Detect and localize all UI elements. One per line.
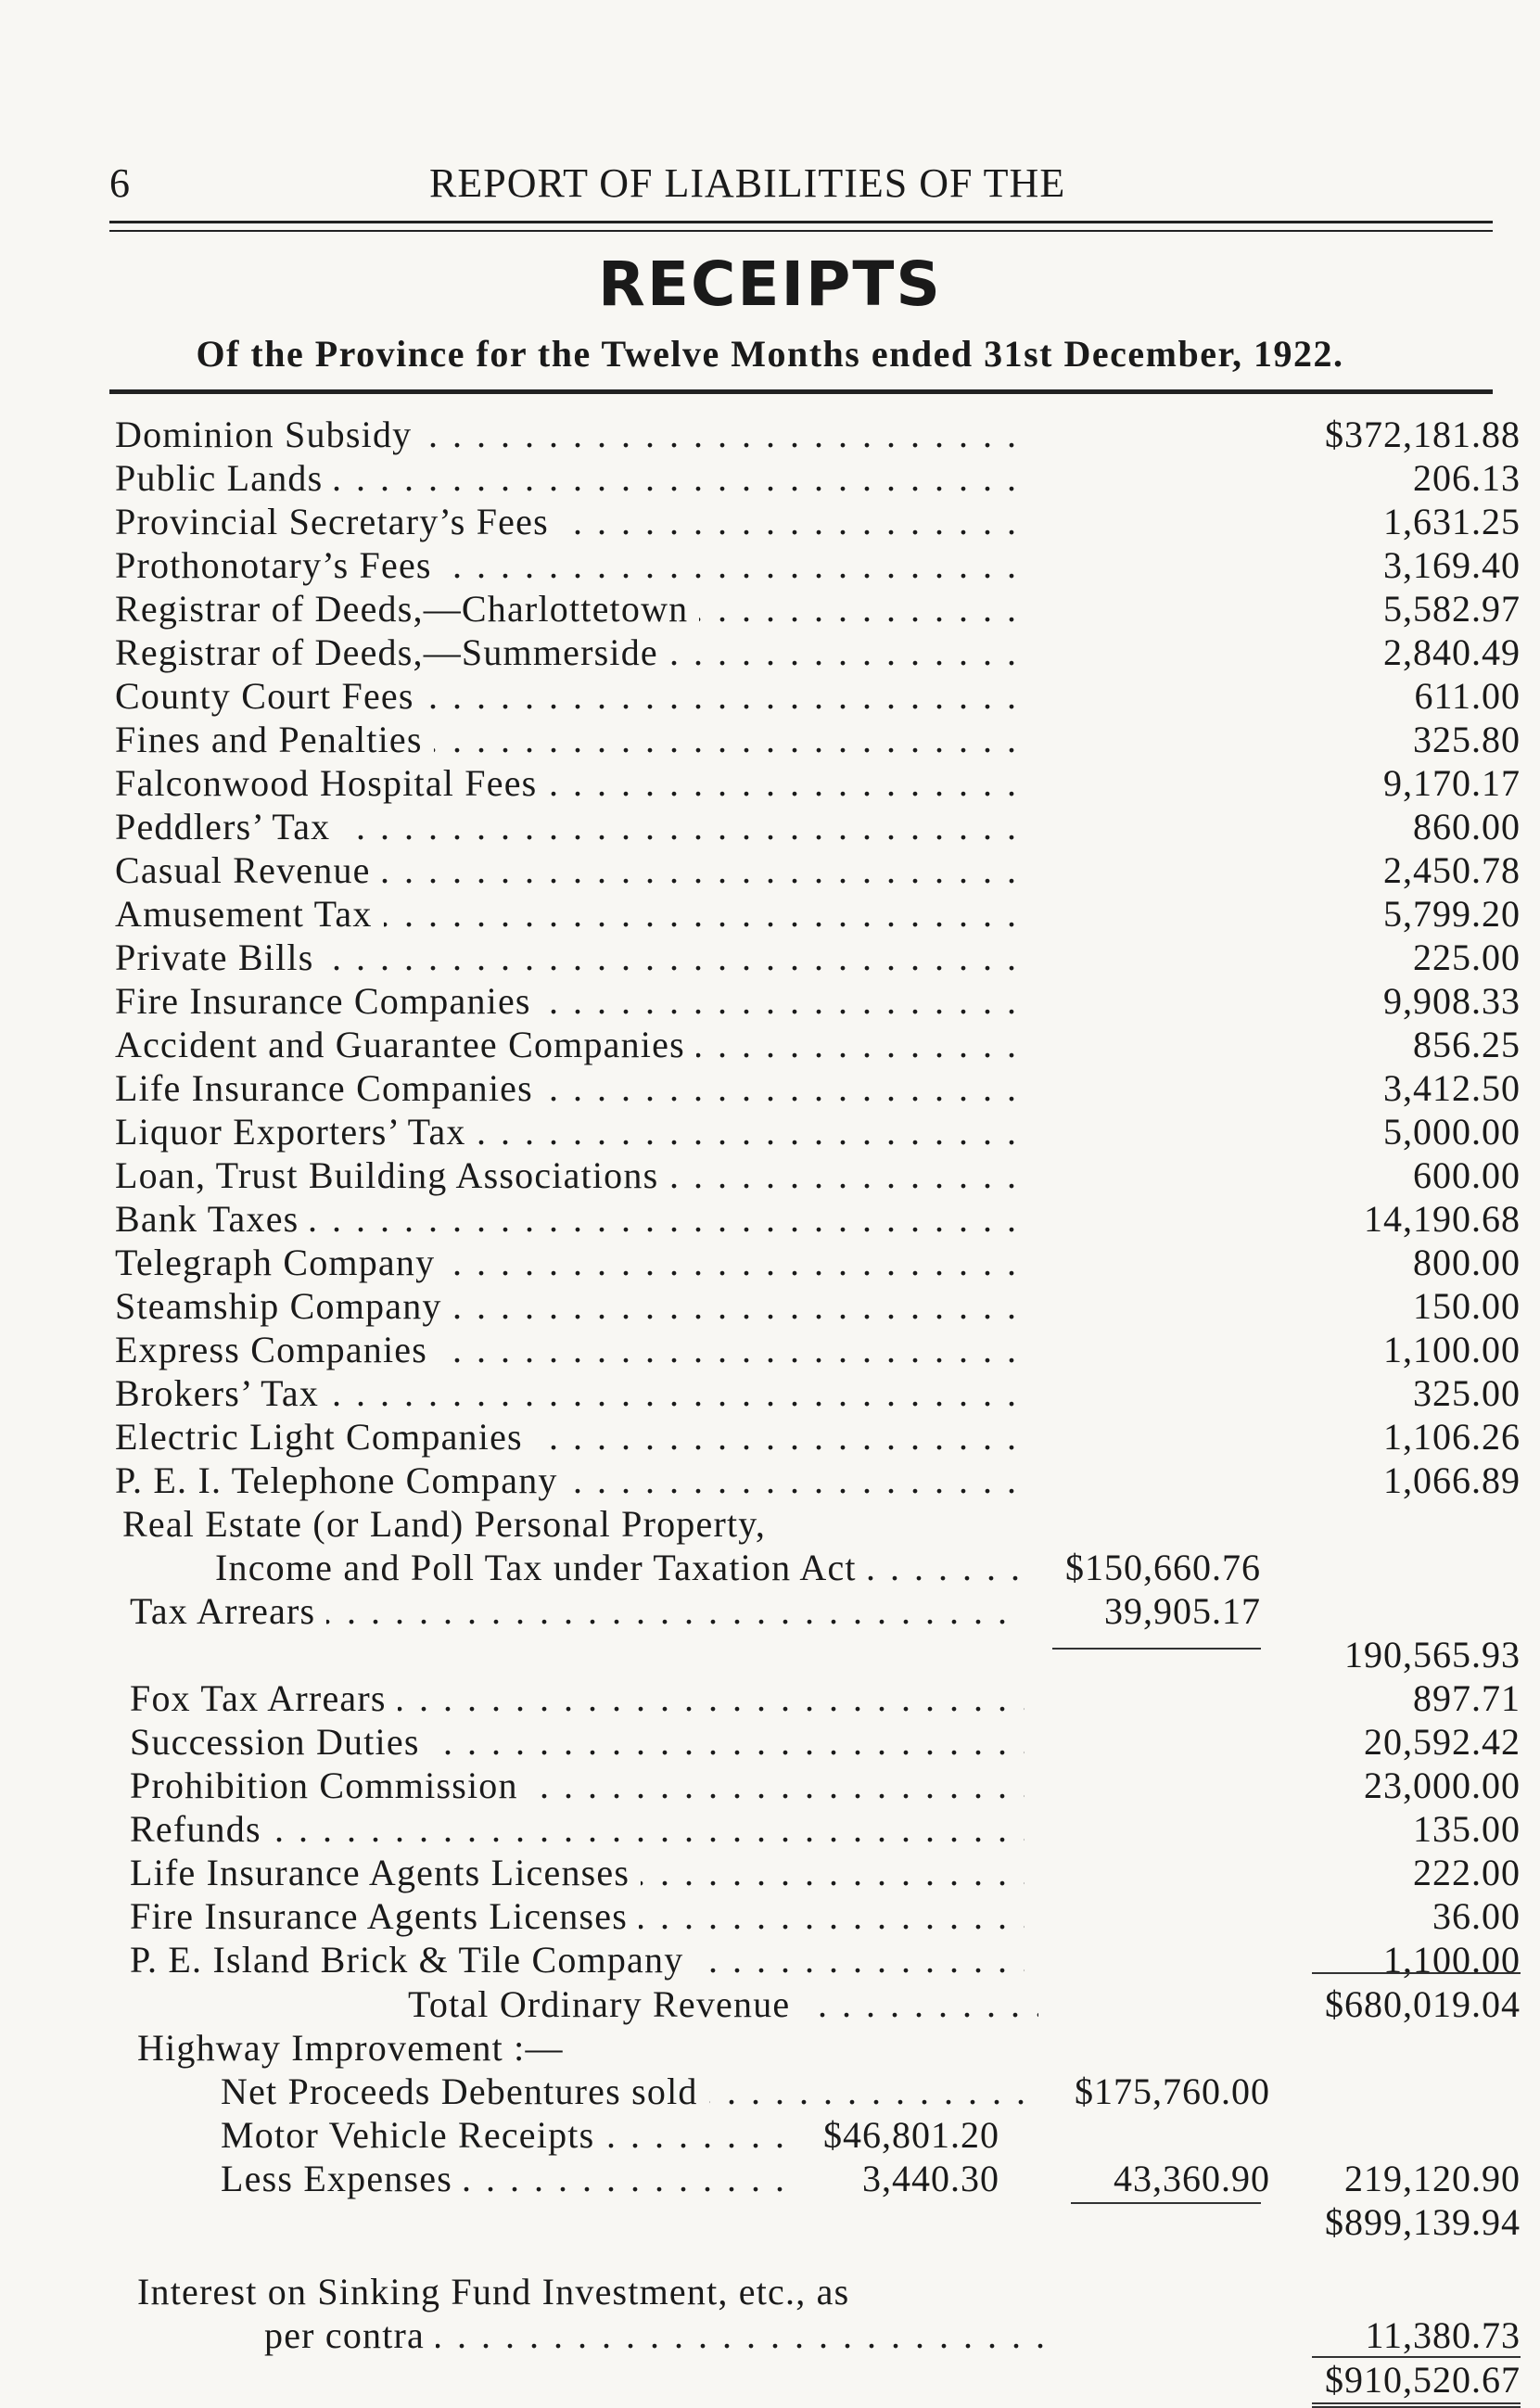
- table-row: [0, 1938, 1540, 1981]
- row-amount: 206.13: [1413, 457, 1521, 499]
- expenses-label: Less Expenses . . .: [221, 2157, 795, 2200]
- real-estate-subtotal-row: [0, 1633, 1540, 1676]
- row-amount: 5,000.00: [1383, 1111, 1521, 1153]
- row-amount: 36.00: [1432, 1895, 1521, 1937]
- row-label: Registrar of Deeds,—Charlottetown . . .: [115, 587, 1025, 631]
- highway-heading-row: [0, 2026, 1540, 2070]
- table-row: [0, 1459, 1540, 1502]
- page-header: [109, 159, 1493, 215]
- table-row: [0, 1197, 1540, 1241]
- row-label: Provincial Secretary’s Fees . . .: [115, 500, 1025, 543]
- row-amount: 1,066.89: [1383, 1459, 1521, 1501]
- real-estate-label-2: Income and Poll Tax under Taxation Act . . .: [215, 1546, 1022, 1589]
- row-label: Life Insurance Companies . . .: [115, 1066, 1025, 1110]
- row-label: Falconwood Hospital Fees . . .: [115, 761, 1025, 805]
- running-total-row: [0, 2200, 1540, 2244]
- row-amount: 222.00: [1413, 1852, 1521, 1893]
- row-amount: 5,582.97: [1383, 588, 1521, 630]
- table-row: [0, 456, 1540, 500]
- row-amount: 23,000.00: [1364, 1765, 1521, 1806]
- table-row: [0, 718, 1540, 761]
- interest-label-2: per contra . . .: [264, 2313, 1043, 2357]
- row-label: Private Bills . . .: [115, 936, 1025, 979]
- highway-net-amount: 43,360.90: [1114, 2158, 1270, 2199]
- row-amount: 611.00: [1414, 675, 1521, 717]
- row-label: Fines and Penalties . . .: [115, 718, 1025, 761]
- page-number: 6: [109, 160, 131, 206]
- row-amount: 897.71: [1413, 1677, 1521, 1719]
- table-row: [0, 413, 1540, 456]
- motor-vehicle-label: Motor Vehicle Receipts . . .: [221, 2113, 795, 2157]
- row-amount: 225.00: [1413, 936, 1521, 978]
- row-label: Amusement Tax . . .: [115, 892, 1025, 936]
- row-label: Prothonotary’s Fees . . .: [115, 543, 1025, 587]
- table-row: [0, 936, 1540, 979]
- debentures-row: [0, 2070, 1540, 2113]
- real-estate-row-2: [0, 1546, 1540, 1589]
- highway-heading: Highway Improvement :—: [137, 2027, 564, 2069]
- table-row: [0, 1153, 1540, 1197]
- highway-total-amount: 219,120.90: [1344, 2158, 1521, 2199]
- row-amount: 1,631.25: [1383, 501, 1521, 542]
- row-label: Fox Tax Arrears . . .: [130, 1676, 1025, 1720]
- table-row: [0, 1371, 1540, 1415]
- row-label: Dominion Subsidy . . .: [115, 413, 1025, 456]
- table-row: [0, 892, 1540, 936]
- table-row: [0, 543, 1540, 587]
- motor-vehicle-row: [0, 2113, 1540, 2157]
- row-label: Peddlers’ Tax . . .: [115, 805, 1025, 848]
- row-label: Loan, Trust Building Associations . . .: [115, 1153, 1025, 1197]
- row-amount: 20,592.42: [1364, 1721, 1521, 1763]
- real-estate-amount: $150,660.76: [1065, 1547, 1261, 1588]
- expenses-amount: 3,440.30: [862, 2158, 999, 2199]
- grand-total-row: [0, 2358, 1540, 2402]
- total-ordinary-label: Total Ordinary Revenue . . .: [408, 1982, 1038, 2026]
- row-amount: 1,106.26: [1383, 1416, 1521, 1458]
- row-amount: $372,181.88: [1325, 414, 1521, 455]
- row-label: Registrar of Deeds,—Summerside . . .: [115, 631, 1025, 674]
- running-head: REPORT OF LIABILITIES OF THE: [429, 160, 1066, 206]
- table-row: [0, 848, 1540, 892]
- row-label: Accident and Guarantee Companies . . .: [115, 1023, 1025, 1066]
- table-row: [0, 1023, 1540, 1066]
- row-label: Bank Taxes . . .: [115, 1197, 1025, 1241]
- table-row: [0, 761, 1540, 805]
- row-label: Express Companies . . .: [115, 1328, 1025, 1371]
- row-amount: 3,169.40: [1383, 544, 1521, 586]
- row-label: Prohibition Commission . . .: [130, 1764, 1025, 1807]
- row-label: County Court Fees . . .: [115, 674, 1025, 718]
- page-title: RECEIPTS: [598, 248, 942, 320]
- header-rule: [109, 221, 1493, 232]
- interest-row-2: [0, 2313, 1540, 2357]
- row-amount: 3,412.50: [1383, 1067, 1521, 1109]
- row-label: P. E. Island Brick & Tile Company . . .: [130, 1938, 1025, 1981]
- row-label: Casual Revenue . . .: [115, 848, 1025, 892]
- table-row: [0, 631, 1540, 674]
- grand-total-double-rule: [1312, 2402, 1521, 2408]
- expenses-row: [0, 2157, 1540, 2200]
- table-row: [0, 1415, 1540, 1459]
- row-amount: 325.80: [1413, 719, 1521, 760]
- row-amount: 325.00: [1413, 1372, 1521, 1414]
- row-label: Public Lands . . .: [115, 456, 1025, 500]
- tax-arrears-label: Tax Arrears . . .: [130, 1589, 1020, 1633]
- row-amount: 800.00: [1413, 1242, 1521, 1283]
- real-estate-subtotal: 190,565.93: [1344, 1634, 1521, 1675]
- row-amount: 2,450.78: [1383, 849, 1521, 891]
- interest-label-1: Interest on Sinking Fund Investment, etc., as: [137, 2271, 850, 2312]
- interest-amount: 11,380.73: [1365, 2314, 1521, 2356]
- table-row: [0, 1851, 1540, 1894]
- table-row: [0, 1894, 1540, 1938]
- row-label: Fire Insurance Agents Licenses . . .: [130, 1894, 1025, 1938]
- tax-arrears-row: [0, 1589, 1540, 1633]
- row-label: Brokers’ Tax . . .: [115, 1371, 1025, 1415]
- table-row: [0, 1241, 1540, 1284]
- total-ordinary-amount: $680,019.04: [1325, 1983, 1521, 2025]
- table-row: [0, 1676, 1540, 1720]
- title-rule: [109, 389, 1493, 394]
- tax-arrears-amount: 39,905.17: [1104, 1590, 1261, 1632]
- motor-vehicle-amount: $46,801.20: [823, 2114, 999, 2156]
- row-amount: 150.00: [1413, 1285, 1521, 1327]
- row-amount: 14,190.68: [1364, 1198, 1521, 1240]
- table-row: [0, 1066, 1540, 1110]
- row-amount: 135.00: [1413, 1808, 1521, 1850]
- row-amount: 600.00: [1413, 1154, 1521, 1196]
- table-row: [0, 500, 1540, 543]
- row-amount: 1,100.00: [1383, 1329, 1521, 1370]
- page-subtitle: Of the Province for the Twelve Months ended 31st December, 1922.: [196, 333, 1344, 375]
- row-amount: 9,908.33: [1383, 980, 1521, 1022]
- table-row: [0, 1764, 1540, 1807]
- row-label: Telegraph Company . . .: [115, 1241, 1025, 1284]
- row-label: Succession Duties . . .: [130, 1720, 1025, 1764]
- row-label: Refunds . . .: [130, 1807, 1025, 1851]
- row-label: P. E. I. Telephone Company . . .: [115, 1459, 1025, 1502]
- debentures-label: Net Proceeds Debentures sold . . .: [221, 2070, 1037, 2113]
- row-label: Life Insurance Agents Licenses . . .: [130, 1851, 1025, 1894]
- table-row: [0, 674, 1540, 718]
- table-row: [0, 805, 1540, 848]
- total-ordinary-row: [0, 1982, 1540, 2026]
- row-label: Fire Insurance Companies . . .: [115, 979, 1025, 1023]
- row-label: Electric Light Companies . . .: [115, 1415, 1025, 1459]
- table-row: [0, 1328, 1540, 1371]
- real-estate-row-1: [0, 1502, 1540, 1546]
- table-row: [0, 1807, 1540, 1851]
- row-amount: 2,840.49: [1383, 631, 1521, 673]
- row-label: Steamship Company . . .: [115, 1284, 1025, 1328]
- real-estate-label-1: Real Estate (or Land) Personal Property,: [122, 1503, 767, 1545]
- table-row: [0, 979, 1540, 1023]
- row-amount: 9,170.17: [1383, 762, 1521, 804]
- debentures-amount: $175,760.00: [1075, 2070, 1270, 2112]
- table-row: [0, 587, 1540, 631]
- row-amount: 1,100.00: [1383, 1939, 1521, 1981]
- row-amount: 5,799.20: [1383, 893, 1521, 935]
- running-total-amount: $899,139.94: [1325, 2201, 1521, 2243]
- ordinary-total-rule: [1312, 1972, 1521, 1974]
- row-label: Liquor Exporters’ Tax . . .: [115, 1110, 1025, 1153]
- row-amount: 860.00: [1413, 806, 1521, 847]
- interest-row-1: [0, 2270, 1540, 2313]
- table-row: [0, 1720, 1540, 1764]
- row-amount: 856.25: [1413, 1024, 1521, 1065]
- grand-total-amount: $910,520.67: [1325, 2359, 1521, 2401]
- table-row: [0, 1110, 1540, 1153]
- table-row: [0, 1284, 1540, 1328]
